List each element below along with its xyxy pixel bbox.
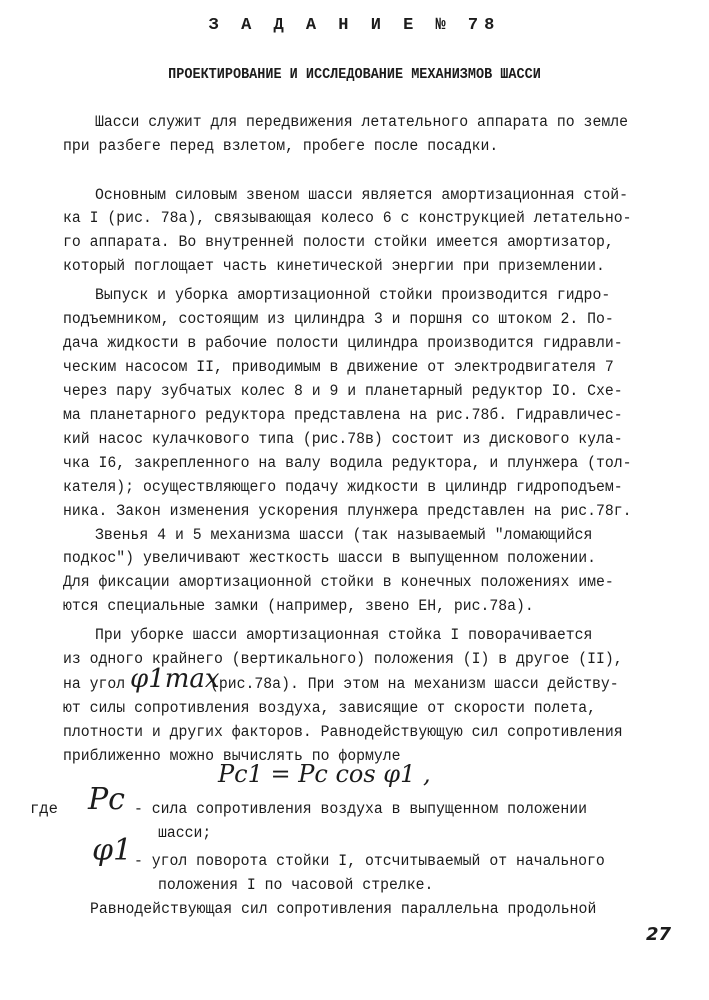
text-line: кателя); осуществляющего подачу жидкости в цилиндр гидроподъем- [63,478,623,496]
assignment-title: З А Д А Н И Е № 78 [208,16,501,35]
text-line: ческим насосом II, приводимым в движение от электродвигателя 7 [63,358,614,376]
phi-max-symbol: φ1max [130,664,220,694]
text-line: Основным силовым звеном шасси является амортизационная стой- [95,186,628,204]
text-line: кий насос кулачкового типа (рис.78в) состоит из дискового кула- [63,430,623,448]
page-number: 27 [646,924,672,945]
text-line: дача жидкости в рабочие полости цилиндра производится гидравли- [63,334,623,352]
text-line: ка I (рис. 78а), связывающая колесо 6 с конструкцией летательно- [63,209,632,227]
text-line: чка I6, закрепленного на валу водила редуктора, и плунжера (тол- [63,454,632,472]
assignment-subtitle: ПРОЕКТИРОВАНИЕ И ИССЛЕДОВАНИЕ МЕХАНИЗМОВ ШАССИ [168,66,541,83]
text-line: плотности и других факторов. Равнодействующую сил сопротивления [63,723,623,741]
text-line: При уборке шасси амортизационная стойка I поворачивается [95,626,593,644]
text-line: - угол поворота стойки I, отсчитываемый от начального [134,852,605,870]
text-line: через пару зубчатых колес 8 и 9 и планетарный редуктор IO. Схе- [63,382,623,400]
text-line: Для фиксации амортизационной стойки в конечных положениях име- [63,573,614,591]
text-line: Выпуск и уборка амортизационной стойки производится гидро- [95,286,611,304]
text-line: го аппарата. Во внутренней полости стойки имеется амортизатор, [63,233,614,251]
text-line: подъемником, состоящим из цилиндра 3 и поршня со штоком 2. По- [63,310,614,328]
text-line: при разбеге перед взлетом, пробеге после посадки. [63,137,499,155]
resistance-formula: Pc1 = Pc cos φ1 , [218,760,431,788]
pc-symbol: Pc [88,782,125,817]
text-line: где [30,800,58,818]
text-line: на угол [63,675,126,693]
text-line: Звенья 4 и 5 механизма шасси (так называемый "ломающийся [95,526,593,544]
text-line: - сила сопротивления воздуха в выпущенном положении [134,800,588,818]
text-line: ма планетарного редуктора представлена на рис.78б. Гидравличес- [63,406,623,424]
phi1-symbol: φ1 [92,833,133,868]
text-line: шасси; [158,824,212,842]
text-line: положения I по часовой стрелке. [158,876,434,894]
text-line: (рис.78а). При этом на механизм шасси действу- [210,675,619,693]
text-line: ются специальные замки (например, звено ЕН, рис.78а). [63,597,534,615]
text-line: подкос") увеличивают жесткость шасси в выпущенном положении. [63,549,596,567]
text-line: Шасси служит для передвижения летательного аппарата по земле [95,113,628,131]
text-line: который поглощает часть кинетической энергии при приземлении. [63,257,605,275]
text-line: ют силы сопротивления воздуха, зависящие от скорости полета, [63,699,596,717]
text-line: из одного крайнего (вертикального) положения (I) в другое (II), [63,650,623,668]
text-line: приближенно можно вычислять по формуле [63,747,401,765]
text-line: ника. Закон изменения ускорения плунжера представлен на рис.78г. [63,502,632,520]
text-line: Равнодействующая сил сопротивления параллельна продольной [90,900,597,918]
